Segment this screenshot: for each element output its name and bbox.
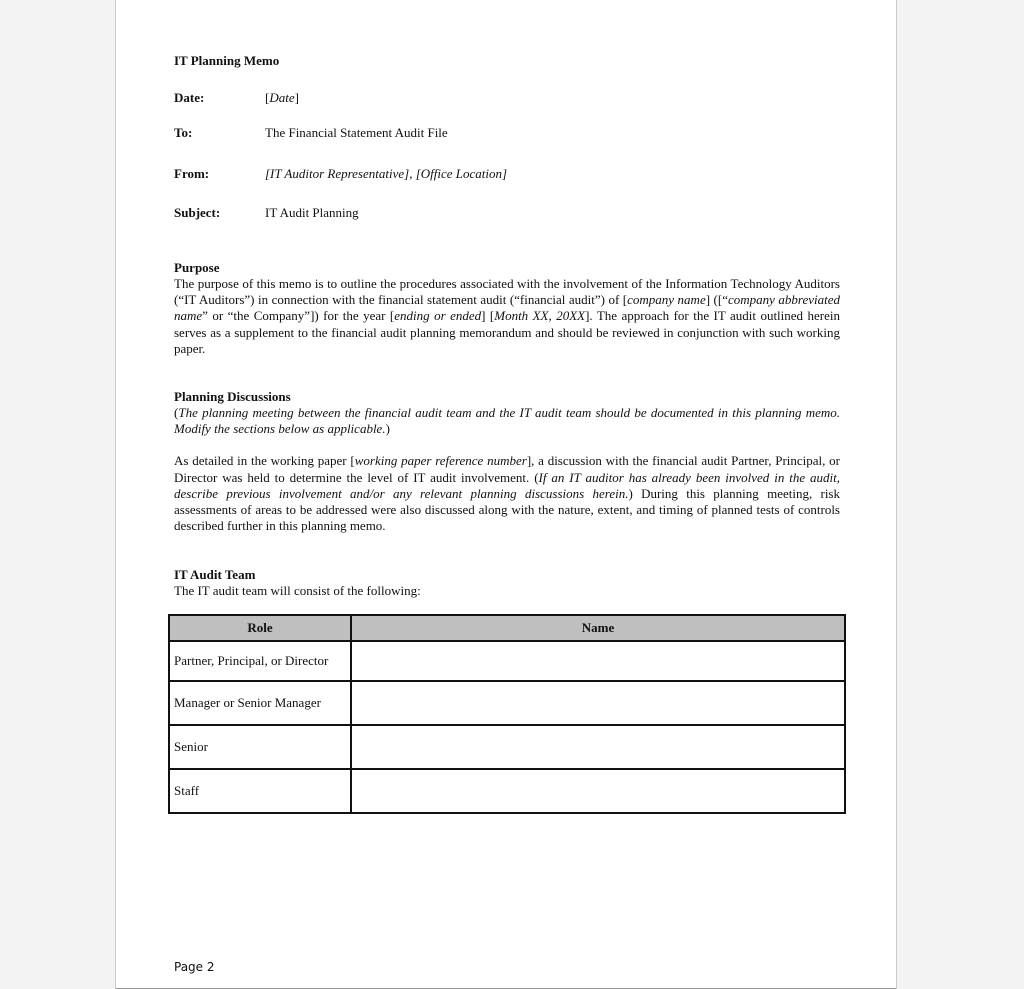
planning-involvement-note: If an IT auditor has already been involved in the audit, describe previous involvement and/or any relevant planning discussions herein. xyxy=(174,469,840,501)
team-heading: IT Audit Team xyxy=(174,567,256,582)
name-cell[interactable] xyxy=(351,769,845,813)
planning-text-1: As detailed in the working paper [ xyxy=(174,453,355,469)
name-column-header: Name xyxy=(351,615,845,641)
table-row xyxy=(169,641,845,681)
purpose-company-abbrev: company abbreviated name xyxy=(174,292,840,324)
date-value-text: Date xyxy=(269,90,295,105)
planning-text-2: ], a discussion with the financial audit Partner, Principal, or Director was held to determine the level of IT audit involvement. ( xyxy=(174,453,840,485)
table-row xyxy=(169,681,845,725)
planning-note xyxy=(174,405,840,437)
document-page xyxy=(115,0,897,989)
planning-note-text: The planning meeting between the financial audit team and the IT audit team should be documented in this planning memo. Modify the sections below as applicable. xyxy=(174,405,840,437)
role-cell: Staff xyxy=(169,769,351,813)
team-intro: The IT audit team will consist of the following: xyxy=(174,583,421,598)
team-table xyxy=(168,614,846,814)
purpose-paragraph xyxy=(174,276,840,357)
purpose-ending-ended: ending or ended xyxy=(394,308,482,324)
planning-text-3: ) During this planning meeting, risk assessments of areas to be addressed were also discussed along with the nature, extent, and timing of planned tests of controls described further in this planning memo. xyxy=(174,485,840,534)
purpose-month: Month XX, 20XX xyxy=(494,308,586,324)
name-cell[interactable] xyxy=(351,725,845,769)
from-label: From: xyxy=(174,166,210,181)
date-label: Date: xyxy=(174,90,205,105)
planning-wp-ref: working paper reference number xyxy=(354,453,527,469)
purpose-company-name: company name xyxy=(627,292,706,308)
planning-heading: Planning Discussions xyxy=(174,389,291,404)
purpose-heading: Purpose xyxy=(174,260,220,275)
page-number: Page 2 xyxy=(174,960,215,974)
table-row xyxy=(169,769,845,813)
role-column-header: Role xyxy=(169,615,351,641)
to-value: The Financial Statement Audit File xyxy=(265,125,448,140)
purpose-text-3: ” or “the Company”]) for the year [ xyxy=(202,308,395,324)
name-cell[interactable] xyxy=(351,681,845,725)
planning-section xyxy=(174,389,840,534)
subject-value: IT Audit Planning xyxy=(265,205,359,220)
subject-label: Subject: xyxy=(174,205,221,220)
date-value: [Date] xyxy=(265,90,299,105)
name-cell[interactable] xyxy=(351,641,845,681)
purpose-text-2: ] ([“ xyxy=(705,292,728,308)
from-separator: , xyxy=(409,166,416,181)
from-location: [Office Location] xyxy=(415,166,508,181)
table-row xyxy=(169,725,845,769)
from-value xyxy=(265,166,507,182)
team-section xyxy=(174,567,840,599)
table-header-row xyxy=(169,615,845,641)
from-representative: [IT Auditor Representative] xyxy=(265,166,410,181)
purpose-text-5: ]. The approach for the IT audit outlined herein serves as a supplement to the financial audit planning memorandum and should be reviewed in conjunction with such working paper. xyxy=(174,308,840,356)
planning-paragraph xyxy=(174,453,840,534)
role-cell: Senior xyxy=(169,725,351,769)
purpose-section xyxy=(174,260,840,357)
to-label: To: xyxy=(174,125,193,140)
purpose-text-1: The purpose of this memo is to outline the procedures associated with the involvement of the Information Technology Auditors (“IT Auditors”) in connection with the financial statement audit (“financial audit”) of [ xyxy=(174,276,840,308)
role-cell: Manager or Senior Manager xyxy=(169,681,351,725)
role-cell: Partner, Principal, or Director xyxy=(169,641,351,681)
purpose-text-4: ] [ xyxy=(481,308,495,324)
planning-note-open: ( xyxy=(174,405,179,420)
planning-note-close: ) xyxy=(385,421,390,437)
memo-title: IT Planning Memo xyxy=(174,53,280,68)
